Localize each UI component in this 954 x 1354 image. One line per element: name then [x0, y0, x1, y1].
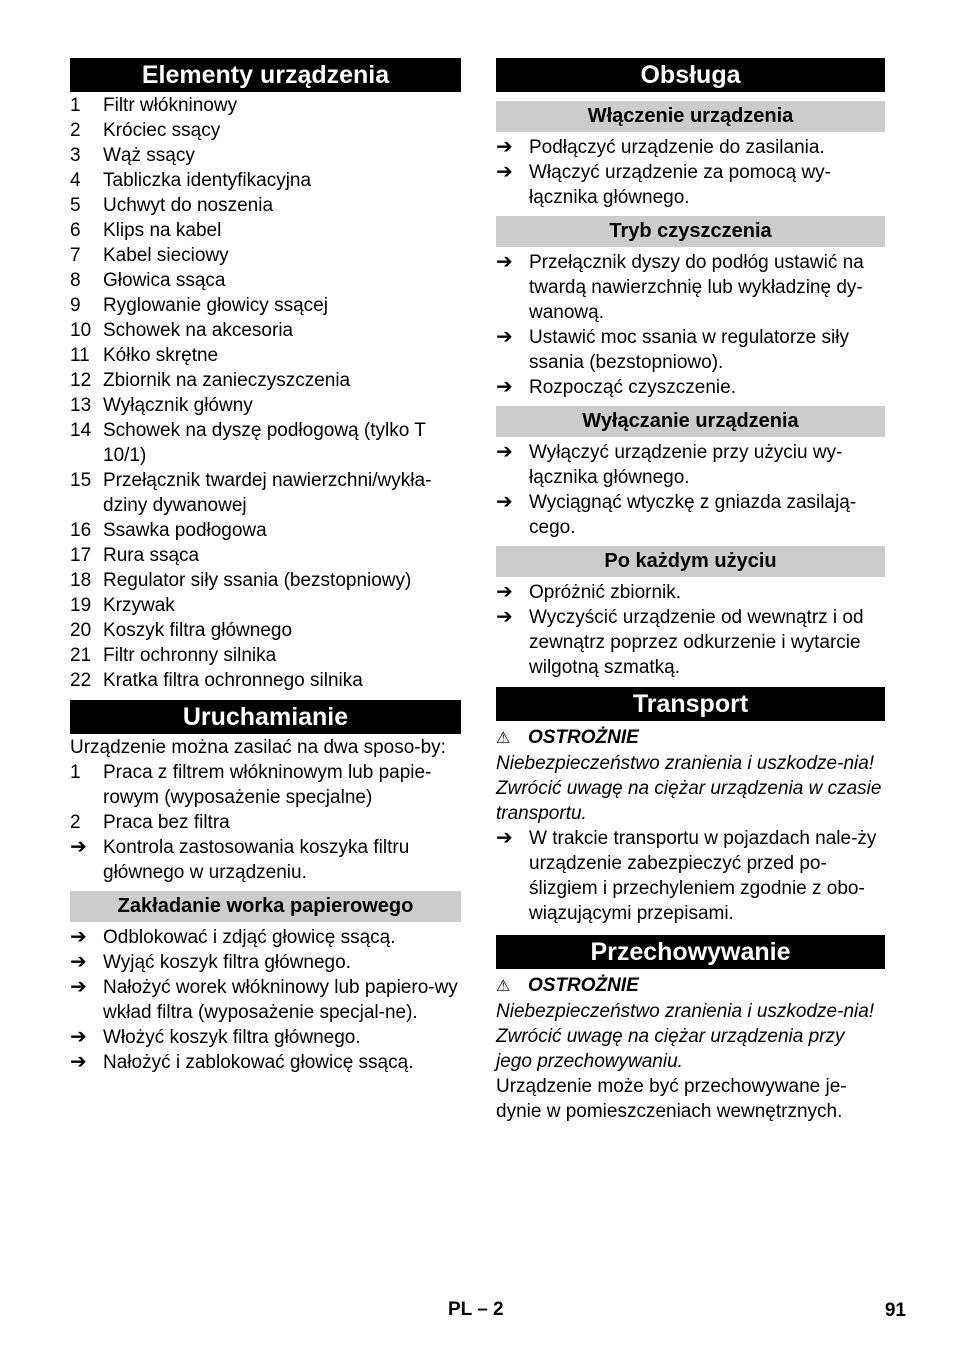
paper-bag-steps — [70, 925, 461, 1075]
startup-list — [70, 760, 461, 835]
heading-elements: Elementy urządzenia — [70, 58, 461, 92]
item-text: Klips na kabel — [103, 220, 222, 241]
item-number: 21 — [70, 645, 92, 666]
list-item — [70, 543, 461, 568]
arrow-icon: ➔ — [70, 1051, 87, 1073]
right-column — [496, 58, 885, 1124]
step-item — [496, 375, 885, 400]
step-text: Kontrola zastosowania koszyka filtru głównego w urządzeniu. — [103, 837, 410, 883]
warning-label: OSTROŻNIE — [528, 975, 639, 996]
item-text: Filtr włókninowy — [103, 95, 238, 116]
arrow-icon: ➔ — [496, 251, 513, 273]
list-item — [70, 418, 461, 468]
item-text: Praca bez filtra — [103, 812, 230, 833]
item-number: 16 — [70, 520, 92, 541]
heading-cleaning-mode: Tryb czyszczenia — [496, 216, 885, 247]
warning-label: OSTROŻNIE — [528, 727, 639, 748]
arrow-icon: ➔ — [496, 161, 513, 183]
step-text: Wyłączyć urządzenie przy użyciu wy-łącznika głównego. — [529, 442, 843, 488]
startup-intro: Urządzenie można zasilać na dwa sposo-by: — [70, 737, 446, 758]
switch-off-steps — [496, 440, 885, 540]
arrow-icon: ➔ — [496, 581, 513, 603]
step-item — [496, 325, 885, 375]
heading-startup: Uruchamianie — [70, 700, 461, 734]
step-item — [496, 605, 885, 680]
warning-icon: ⚠ — [496, 730, 511, 747]
item-text: Filtr ochronny silnika — [103, 645, 277, 666]
page-number: 91 — [884, 1300, 906, 1321]
switch-on-steps — [496, 135, 885, 210]
list-item — [70, 318, 461, 343]
item-number: 2 — [70, 120, 81, 141]
step-text: Przełącznik dyszy do podłóg ustawić na twardą nawierzchnię lub wykładzinę dy-wanową. — [529, 252, 864, 323]
heading-after-use: Po każdym użyciu — [496, 546, 885, 577]
list-item — [70, 243, 461, 268]
warning-icon: ⚠ — [496, 978, 511, 995]
step-item — [496, 135, 885, 160]
item-text: Koszyk filtra głównego — [103, 620, 293, 641]
item-number: 3 — [70, 145, 81, 166]
item-text: Wyłącznik główny — [103, 395, 253, 416]
list-item — [70, 518, 461, 543]
list-item — [70, 293, 461, 318]
heading-transport: Transport — [496, 687, 885, 721]
list-item — [70, 143, 461, 168]
item-number: 18 — [70, 570, 92, 591]
heading-storage: Przechowywanie — [496, 935, 885, 969]
item-text: Kabel sieciowy — [103, 245, 229, 266]
item-text: Schowek na akcesoria — [103, 320, 294, 341]
step-text: Nałożyć worek włókninowy lub papiero-wy wkład filtra (wyposażenie specjal-ne). — [103, 977, 458, 1023]
arrow-icon: ➔ — [70, 1026, 87, 1048]
list-item — [70, 193, 461, 218]
item-number: 15 — [70, 470, 92, 491]
item-number: 13 — [70, 395, 92, 416]
arrow-icon: ➔ — [496, 827, 513, 849]
arrow-icon: ➔ — [70, 976, 87, 998]
step-item — [496, 826, 885, 926]
list-item — [70, 268, 461, 293]
list-item — [70, 760, 461, 810]
item-text: Króciec ssący — [103, 120, 221, 141]
step-item — [496, 580, 885, 605]
arrow-icon: ➔ — [496, 326, 513, 348]
storage-text: Urządzenie może być przechowywane je-dynie w pomieszczeniach wewnętrznych. — [496, 1076, 847, 1122]
item-text: Głowica ssąca — [103, 270, 226, 291]
heading-operation: Obsługa — [496, 58, 885, 92]
heading-switch-on: Włączenie urządzenia — [496, 101, 885, 132]
footer-language-code: PL – 2 — [448, 1299, 504, 1320]
step-text: Wyjąć koszyk filtra głównego. — [103, 952, 351, 973]
item-number: 22 — [70, 670, 92, 691]
item-text: Regulator siły ssania (bezstopniowy) — [103, 570, 412, 591]
item-number: 8 — [70, 270, 81, 291]
heading-switch-off: Wyłączanie urządzenia — [496, 406, 885, 437]
elements-list — [70, 93, 461, 693]
step-item — [496, 160, 885, 210]
item-text: Zbiornik na zanieczyszczenia — [103, 370, 351, 391]
list-item — [70, 643, 461, 668]
heading-paper-bag: Zakładanie worka papierowego — [70, 891, 461, 922]
step-item — [70, 1050, 461, 1075]
list-item — [70, 810, 461, 835]
list-item — [70, 168, 461, 193]
item-text: Kratka filtra ochronnego silnika — [103, 670, 363, 691]
step-text: W trakcie transportu w pojazdach nale-ży urządzenie zabezpieczyć przed po-ślizgiem i przechyleniem zgodnie z obo-wiązującymi przepisami. — [529, 828, 877, 924]
arrow-icon: ➔ — [70, 926, 87, 948]
arrow-icon: ➔ — [70, 836, 87, 858]
list-item — [70, 568, 461, 593]
step-item — [70, 975, 461, 1025]
item-text: Praca z filtrem włókninowym lub papie-rowym (wyposażenie specjalne) — [103, 762, 432, 808]
after-use-steps — [496, 580, 885, 680]
item-text: Krzywak — [103, 595, 175, 616]
item-text: Wąż ssący — [103, 145, 195, 166]
transport-warning-text: Niebezpieczeństwo zranienia i uszkodze-nia! Zwrócić uwagę na ciężar urządzenia w czasie transportu. — [496, 753, 882, 824]
storage-warning — [496, 973, 885, 999]
step-text: Rozpocząć czyszczenie. — [529, 377, 736, 398]
item-text: Ssawka podłogowa — [103, 520, 267, 541]
item-text: Kółko skrętne — [103, 345, 219, 366]
item-number: 19 — [70, 595, 92, 616]
arrow-icon: ➔ — [496, 441, 513, 463]
startup-steps — [70, 835, 461, 885]
item-number: 10 — [70, 320, 92, 341]
arrow-icon: ➔ — [496, 606, 513, 628]
item-number: 2 — [70, 812, 81, 833]
item-number: 1 — [70, 762, 81, 783]
step-item — [496, 440, 885, 490]
step-text: Odblokować i zdjąć głowicę ssącą. — [103, 927, 396, 948]
list-item — [70, 368, 461, 393]
step-item — [496, 490, 885, 540]
list-item — [70, 668, 461, 693]
item-number: 1 — [70, 95, 81, 116]
cleaning-mode-steps — [496, 250, 885, 400]
step-item — [70, 835, 461, 885]
list-item — [70, 393, 461, 418]
item-number: 11 — [70, 345, 90, 366]
list-item — [70, 93, 461, 118]
list-item — [70, 593, 461, 618]
item-number: 9 — [70, 295, 81, 316]
item-number: 7 — [70, 245, 81, 266]
item-text: Przełącznik twardej nawierzchni/wykła-dziny dywanowej — [103, 470, 432, 516]
storage-warning-text: Niebezpieczeństwo zranienia i uszkodze-nia! Zwrócić uwagę na ciężar urządzenia przy jego przechowywaniu. — [496, 1001, 875, 1072]
item-number: 20 — [70, 620, 92, 641]
step-text: Wyczyścić urządzenie od wewnątrz i od zewnątrz poprzez odkurzenie i wytarcie wilgotną szmatką. — [529, 607, 864, 678]
step-item — [70, 950, 461, 975]
item-number: 5 — [70, 195, 81, 216]
list-item — [70, 218, 461, 243]
list-item — [70, 118, 461, 143]
item-number: 14 — [70, 420, 92, 441]
step-item — [496, 250, 885, 325]
list-item — [70, 343, 461, 368]
step-text: Włożyć koszyk filtra głównego. — [103, 1027, 361, 1048]
item-text: Tabliczka identyfikacyjna — [103, 170, 312, 191]
left-column — [70, 58, 461, 1075]
step-text: Opróżnić zbiornik. — [529, 582, 682, 603]
arrow-icon: ➔ — [496, 491, 513, 513]
item-number: 12 — [70, 370, 92, 391]
arrow-icon: ➔ — [496, 376, 513, 398]
item-text: Schowek na dyszę podłogową (tylko T 10/1) — [103, 420, 426, 466]
item-number: 6 — [70, 220, 81, 241]
item-text: Uchwyt do noszenia — [103, 195, 274, 216]
list-item — [70, 618, 461, 643]
step-text: Ustawić moc ssania w regulatorze siły ssania (bezstopniowo). — [529, 327, 849, 373]
step-text: Włączyć urządzenie za pomocą wy-łącznika głównego. — [529, 162, 831, 208]
arrow-icon: ➔ — [70, 951, 87, 973]
item-number: 4 — [70, 170, 81, 191]
item-text: Ryglowanie głowicy ssącej — [103, 295, 328, 316]
transport-steps — [496, 826, 885, 926]
transport-warning — [496, 725, 885, 751]
step-item — [70, 1025, 461, 1050]
step-text: Podłączyć urządzenie do zasilania. — [529, 137, 825, 158]
step-text: Nałożyć i zablokować głowicę ssącą. — [103, 1052, 414, 1073]
item-text: Rura ssąca — [103, 545, 200, 566]
step-text: Wyciągnąć wtyczkę z gniazda zasilają-cego. — [529, 492, 857, 538]
arrow-icon: ➔ — [496, 136, 513, 158]
list-item — [70, 468, 461, 518]
step-item — [70, 925, 461, 950]
item-number: 17 — [70, 545, 92, 566]
